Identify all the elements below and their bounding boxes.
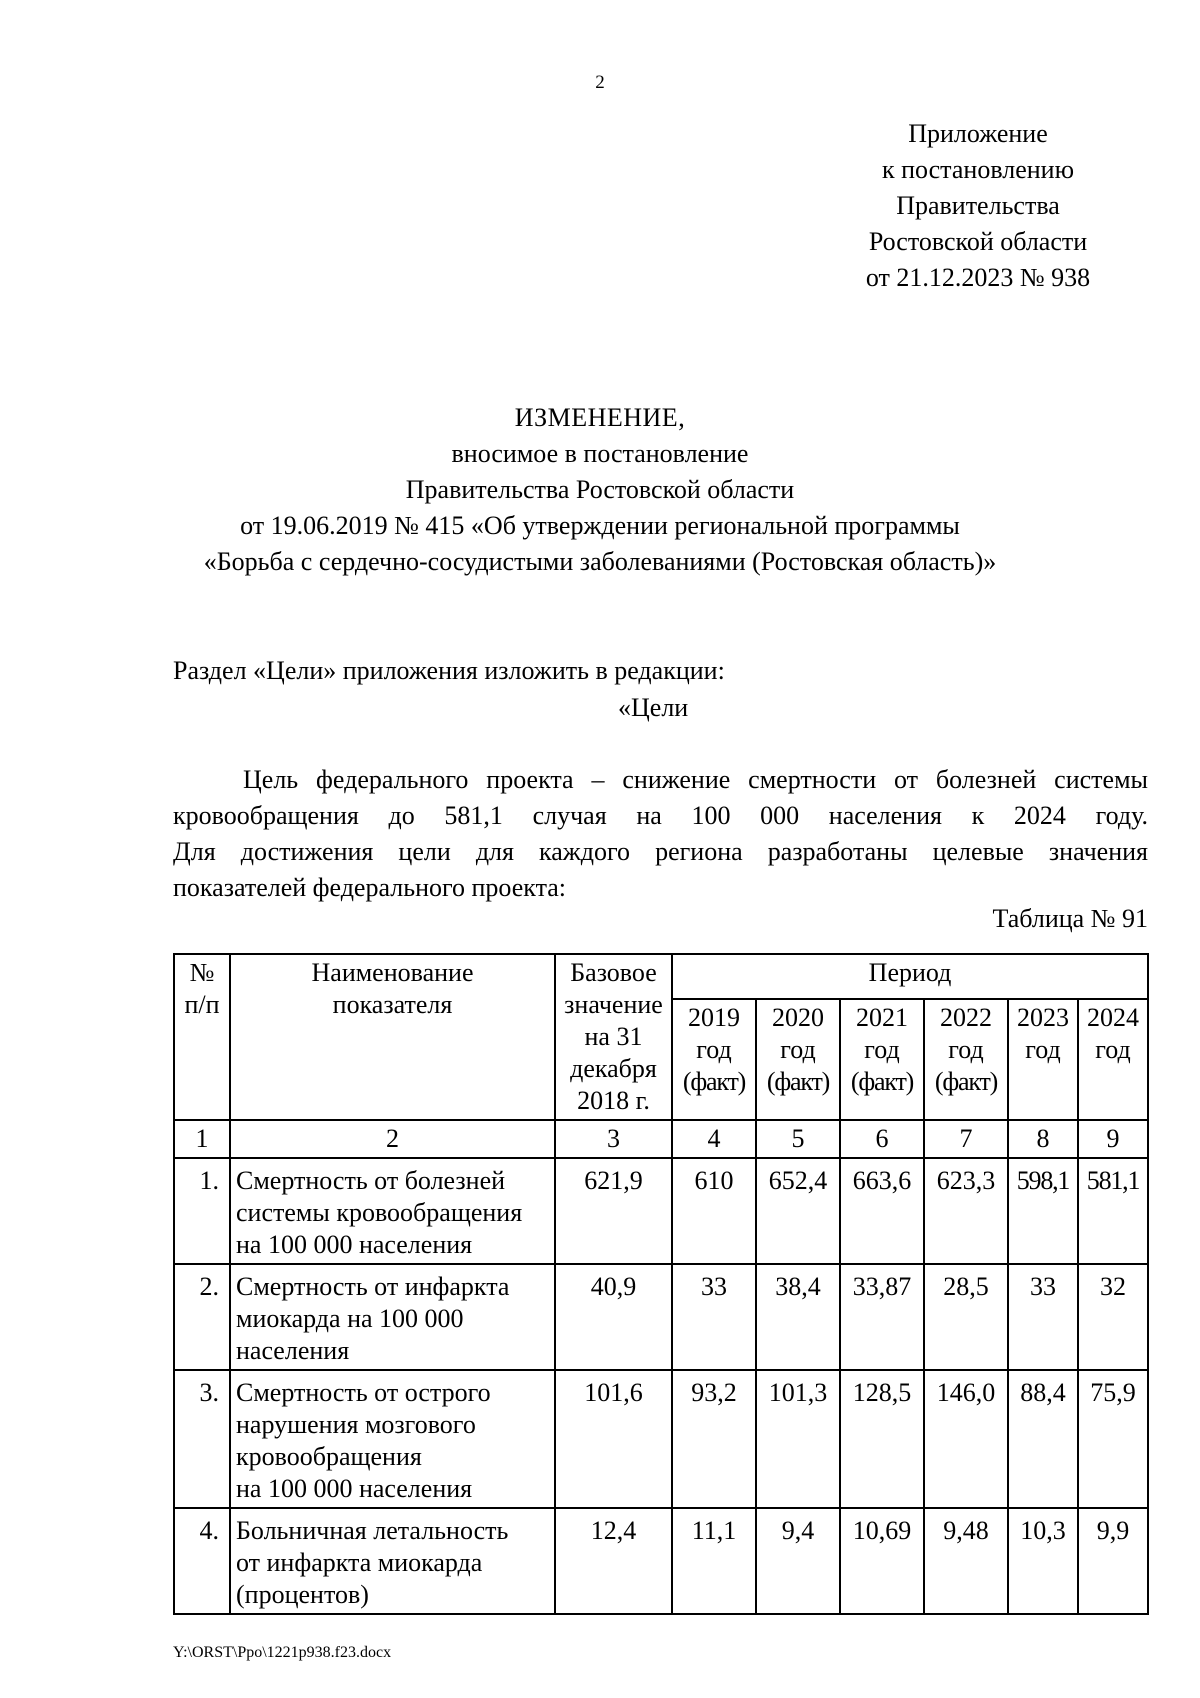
row-number: 3. [174, 1370, 230, 1508]
indicator-name: Смертность от острого нарушения мозгового кровообращения на 100 000 населения [230, 1370, 555, 1508]
table-header-row [174, 954, 1148, 999]
value-cell: 88,4 [1008, 1370, 1078, 1508]
value-cell: 101,6 [555, 1370, 672, 1508]
column-number: 5 [756, 1120, 840, 1158]
value-cell: 621,9 [555, 1158, 672, 1264]
paragraph-line: показателей федерального проекта: [173, 873, 567, 902]
value-cell: 610 [672, 1158, 756, 1264]
header-year: 2023 год [1008, 999, 1078, 1120]
column-number: 2 [230, 1120, 555, 1158]
table-row [174, 1158, 1148, 1264]
row-number: 4. [174, 1508, 230, 1614]
table-row [174, 1508, 1148, 1614]
value-cell: 663,6 [840, 1158, 924, 1264]
header-no: № п/п [174, 954, 230, 1120]
appendix-line: Ростовской области [868, 227, 1088, 256]
change-subtitle-line: от 19.06.2019 № 415 «Об утверждении региональной программы [240, 511, 960, 540]
change-title: ИЗМЕНЕНИЕ, [514, 403, 686, 432]
value-cell: 33,87 [840, 1264, 924, 1370]
appendix-line: от 21.12.2023 № 938 [865, 263, 1091, 292]
change-subtitle-line: Правительства Ростовской области [405, 475, 795, 504]
column-number: 9 [1078, 1120, 1148, 1158]
column-number: 6 [840, 1120, 924, 1158]
header-period: Период [672, 954, 1148, 999]
header-name: Наименование показателя [230, 954, 555, 1120]
value-cell: 128,5 [840, 1370, 924, 1508]
column-number: 4 [672, 1120, 756, 1158]
section-instruction: Раздел «Цели» приложения изложить в редакции: [173, 656, 725, 685]
header-year: 2020 год (факт) [756, 999, 840, 1120]
table-row [174, 1264, 1148, 1370]
header-year: 2019 год (факт) [672, 999, 756, 1120]
appendix-line: Правительства [896, 191, 1060, 220]
value-cell: 10,69 [840, 1508, 924, 1614]
paragraph-line: Цель федерального проекта – снижение смертности от болезней системы [243, 765, 1148, 794]
value-cell: 101,3 [756, 1370, 840, 1508]
value-cell: 40,9 [555, 1264, 672, 1370]
goal-paragraph [173, 762, 1148, 906]
column-number: 7 [924, 1120, 1008, 1158]
value-cell: 32 [1078, 1264, 1148, 1370]
value-cell: 9,4 [756, 1508, 840, 1614]
indicator-name: Смертность от болезней системы кровообращения на 100 000 населения [230, 1158, 555, 1264]
row-number: 1. [174, 1158, 230, 1264]
value-cell: 652,4 [756, 1158, 840, 1264]
paragraph-line: Для достижения цели для каждого региона разработаны целевые значения [173, 837, 1148, 866]
value-cell: 93,2 [672, 1370, 756, 1508]
row-number: 2. [174, 1264, 230, 1370]
indicator-name: Больничная летальность от инфаркта миокарда (процентов) [230, 1508, 555, 1614]
value-cell: 33 [1008, 1264, 1078, 1370]
goals-heading: «Цели [618, 693, 689, 722]
value-cell: 581,1 [1078, 1158, 1148, 1264]
column-number-row [174, 1120, 1148, 1158]
header-base-value: Базовое значение на 31 декабря 2018 г. [555, 954, 672, 1120]
value-cell: 146,0 [924, 1370, 1008, 1508]
header-year: 2024 год [1078, 999, 1148, 1120]
column-number: 1 [174, 1120, 230, 1158]
value-cell: 598,1 [1008, 1158, 1078, 1264]
value-cell: 38,4 [756, 1264, 840, 1370]
value-cell: 75,9 [1078, 1370, 1148, 1508]
value-cell: 10,3 [1008, 1508, 1078, 1614]
footer-file-path: Y:\ORST\Ppo\1221p938.f23.docx [173, 1644, 392, 1661]
value-cell: 11,1 [672, 1508, 756, 1614]
value-cell: 9,9 [1078, 1508, 1148, 1614]
value-cell: 623,3 [924, 1158, 1008, 1264]
table-label: Таблица № 91 [992, 904, 1148, 933]
appendix-line: к постановлению [881, 155, 1075, 184]
appendix-block [808, 116, 1148, 296]
page-number: 2 [595, 72, 605, 93]
column-number: 3 [555, 1120, 672, 1158]
header-year: 2021 год (факт) [840, 999, 924, 1120]
value-cell: 12,4 [555, 1508, 672, 1614]
column-number: 8 [1008, 1120, 1078, 1158]
change-subtitle-line: вносимое в постановление [451, 439, 749, 468]
change-heading-block [0, 400, 1200, 580]
indicators-table [173, 953, 1149, 1615]
value-cell: 28,5 [924, 1264, 1008, 1370]
indicator-name: Смертность от инфаркта миокарда на 100 000 населения [230, 1264, 555, 1370]
value-cell: 9,48 [924, 1508, 1008, 1614]
appendix-line: Приложение [908, 119, 1048, 148]
header-year: 2022 год (факт) [924, 999, 1008, 1120]
value-cell: 33 [672, 1264, 756, 1370]
change-subtitle-line: «Борьба с сердечно-сосудистыми заболеваниями (Ростовская область)» [203, 547, 997, 576]
table-row [174, 1370, 1148, 1508]
paragraph-line: кровообращения до 581,1 случая на 100 000 населения к 2024 году. [173, 801, 1148, 830]
